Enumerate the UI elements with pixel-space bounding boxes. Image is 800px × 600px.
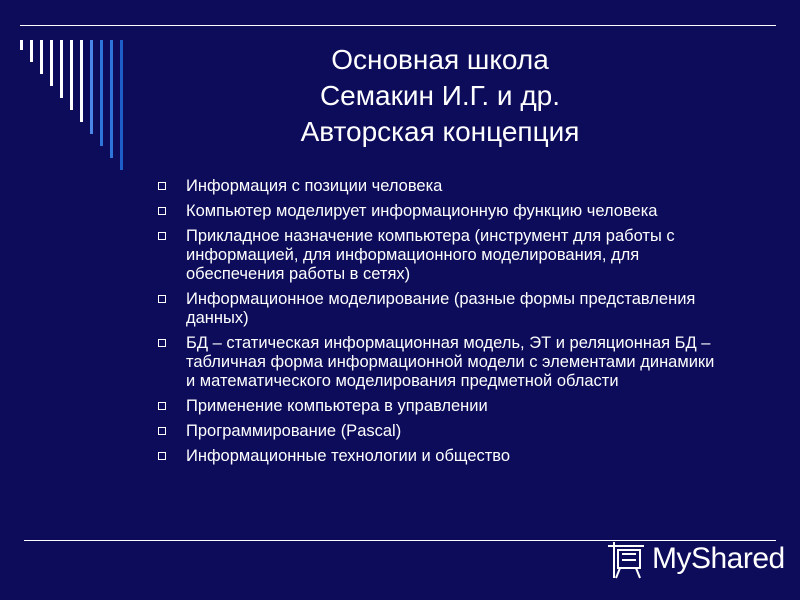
bullet-text: Прикладное назначение компьютера (инструмент для работы с информацией, для информационного моделирования, для обеспечения работы в сетях) bbox=[186, 227, 675, 283]
myshared-logo[interactable] bbox=[606, 538, 786, 582]
square-bullet-icon bbox=[158, 295, 166, 303]
square-bullet-icon bbox=[158, 182, 166, 190]
title-line-1: Основная школа bbox=[331, 44, 549, 75]
list-item bbox=[158, 447, 718, 466]
list-item bbox=[158, 227, 718, 284]
bullet-text: Программирование (Pascal) bbox=[186, 422, 402, 440]
title-line-2: Семакин И.Г. и др. bbox=[319, 80, 561, 111]
bullet-text: БД – статическая информационная модель, ЭТ и реляционная БД – табличная форма информационной модели с элементами динамики и математического моделирования предметной области bbox=[186, 334, 715, 390]
bullet-text: Применение компьютера в управлении bbox=[186, 397, 488, 415]
square-bullet-icon bbox=[158, 207, 166, 215]
square-bullet-icon bbox=[158, 402, 166, 410]
list-item bbox=[158, 334, 718, 391]
decorative-stripes bbox=[0, 0, 140, 170]
bullet-list bbox=[158, 177, 718, 472]
square-bullet-icon bbox=[158, 232, 166, 240]
square-bullet-icon bbox=[158, 339, 166, 347]
bullet-text: Компьютер моделирует информационную функцию человека bbox=[186, 202, 658, 220]
list-item bbox=[158, 397, 718, 416]
list-item bbox=[158, 177, 718, 196]
list-item bbox=[158, 422, 718, 441]
bullet-text: Информационные технологии и общество bbox=[186, 447, 511, 465]
presentation-board-icon bbox=[606, 538, 648, 582]
list-item bbox=[158, 202, 718, 221]
title-line-3: Авторская концепция bbox=[300, 116, 580, 147]
slide-title bbox=[240, 42, 640, 150]
list-item bbox=[158, 290, 718, 328]
bullet-text: Информация с позиции человека bbox=[186, 177, 443, 195]
square-bullet-icon bbox=[158, 452, 166, 460]
bullet-text: Информационное моделирование (разные формы представления данных) bbox=[186, 290, 696, 327]
square-bullet-icon bbox=[158, 427, 166, 435]
logo-text: MyShared bbox=[652, 542, 785, 575]
